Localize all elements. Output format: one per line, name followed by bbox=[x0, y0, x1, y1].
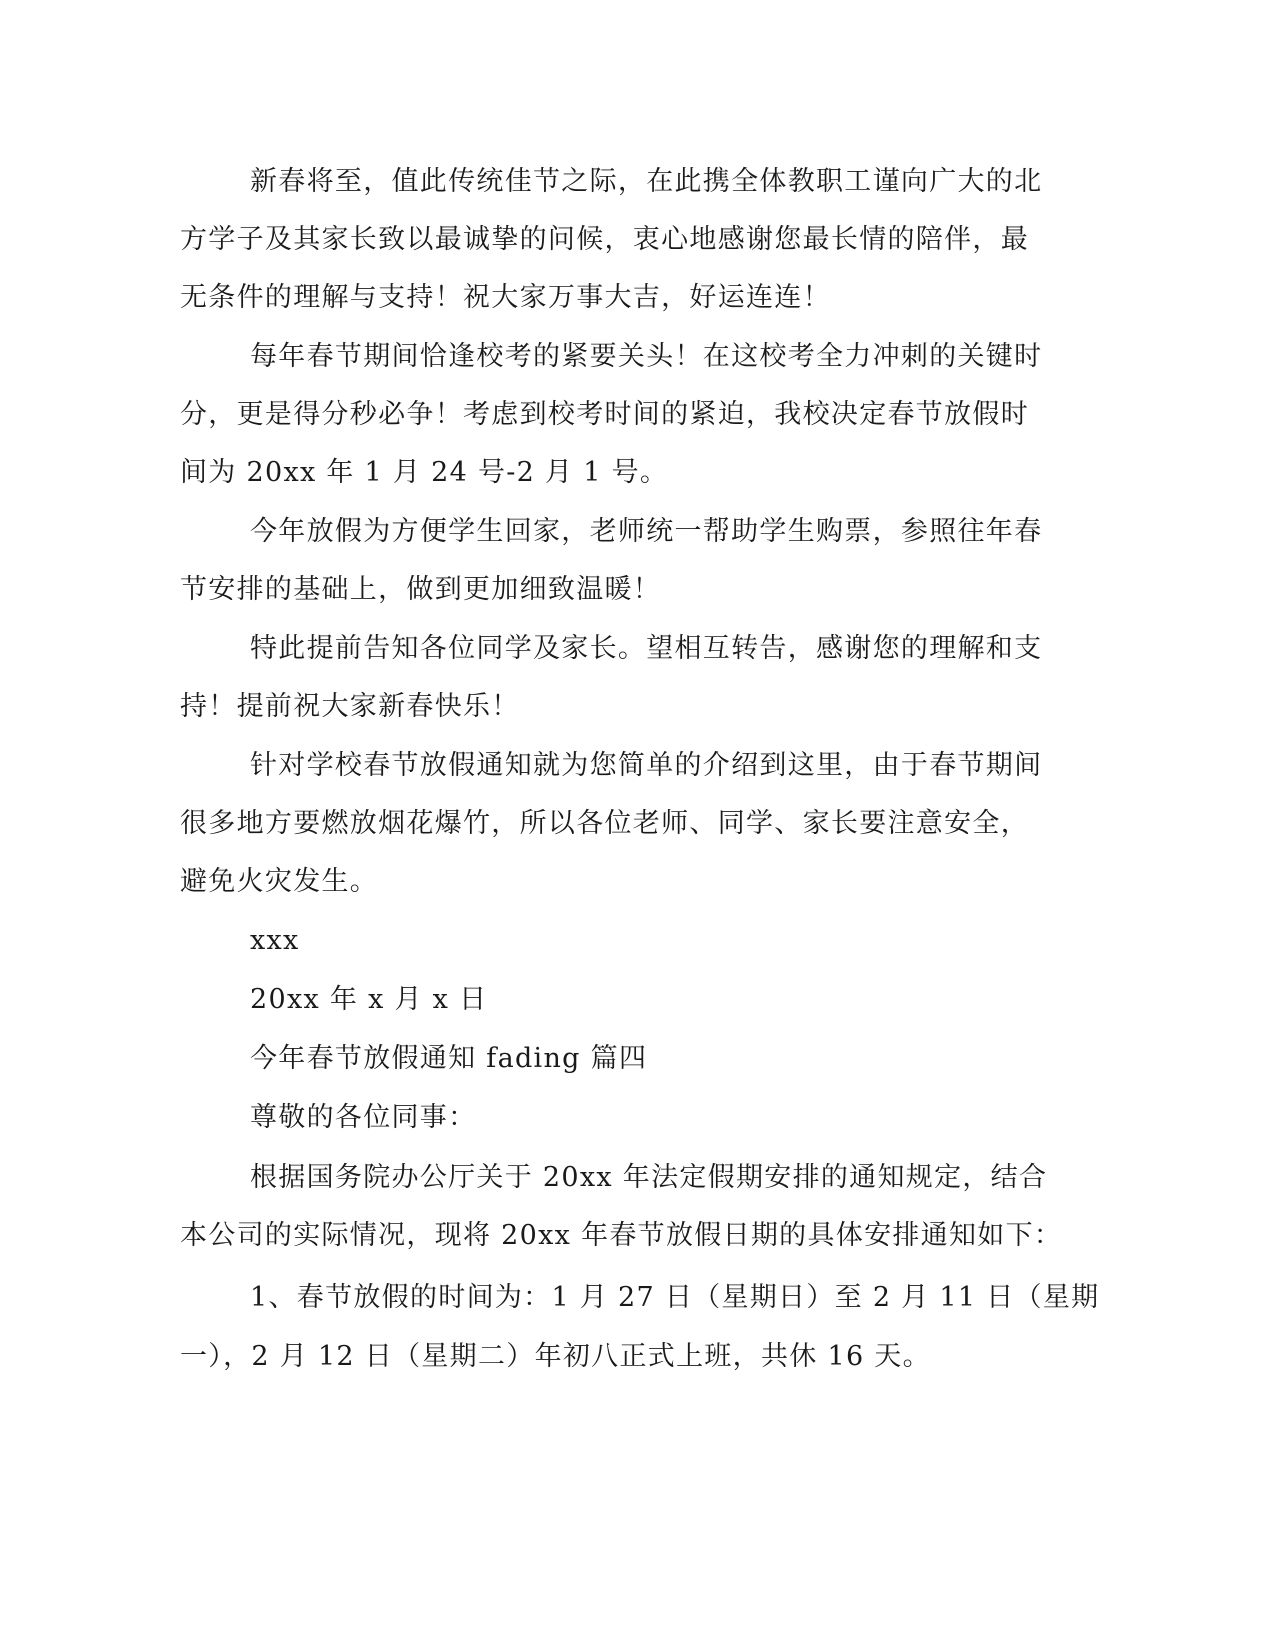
paragraph-5-line-1: 针对学校春节放假通知就为您简单的介绍到这里，由于春节期间 bbox=[250, 750, 1043, 781]
salutation: 尊敬的各位同事： bbox=[250, 1102, 477, 1133]
paragraph-3-line-1: 今年放假为方便学生回家，老师统一帮助学生购票，参照往年春 bbox=[250, 516, 1043, 547]
list-item-1-line-1: 1、春节放假的时间为：1 月 27 日（星期日）至 2 月 11 日（星期 bbox=[250, 1282, 1100, 1313]
signature-date: 20xx 年 x 月 x 日 bbox=[250, 984, 488, 1015]
paragraph-2-line-3: 间为 20xx 年 1 月 24 号-2 月 1 号。 bbox=[180, 457, 669, 488]
paragraph-6-line-1: 根据国务院办公厅关于 20xx 年法定假期安排的通知规定，结合 bbox=[250, 1162, 1048, 1193]
paragraph-2-line-1: 每年春节期间恰逢校考的紧要关头！在这校考全力冲刺的关键时 bbox=[250, 341, 1043, 372]
paragraph-6-line-2: 本公司的实际情况，现将 20xx 年春节放假日期的具体安排通知如下： bbox=[180, 1220, 1063, 1251]
paragraph-5-line-3: 避免火灾发生。 bbox=[180, 866, 379, 897]
paragraph-1-line-2: 方学子及其家长致以最诚挚的问候，衷心地感谢您最长情的陪伴，最 bbox=[180, 224, 1029, 255]
signature-name: xxx bbox=[250, 925, 300, 956]
paragraph-1-line-3: 无条件的理解与支持！祝大家万事大吉，好运连连！ bbox=[180, 282, 831, 313]
paragraph-4-line-1: 特此提前告知各位同学及家长。望相互转告，感谢您的理解和支 bbox=[250, 633, 1043, 664]
section-title: 今年春节放假通知 fading 篇四 bbox=[250, 1043, 648, 1074]
list-item-1-line-2: 一），2 月 12 日（星期二）年初八正式上班，共休 16 天。 bbox=[180, 1341, 931, 1372]
paragraph-4-line-2: 持！提前祝大家新春快乐！ bbox=[180, 691, 520, 722]
paragraph-3-line-2: 节安排的基础上，做到更加细致温暖！ bbox=[180, 574, 662, 605]
paragraph-5-line-2: 很多地方要燃放烟花爆竹，所以各位老师、同学、家长要注意安全， bbox=[180, 808, 1029, 839]
paragraph-1-line-1: 新春将至，值此传统佳节之际，在此携全体教职工谨向广大的北 bbox=[250, 166, 1043, 197]
paragraph-2-line-2: 分，更是得分秒必争！考虑到校考时间的紧迫，我校决定春节放假时 bbox=[180, 399, 1029, 430]
